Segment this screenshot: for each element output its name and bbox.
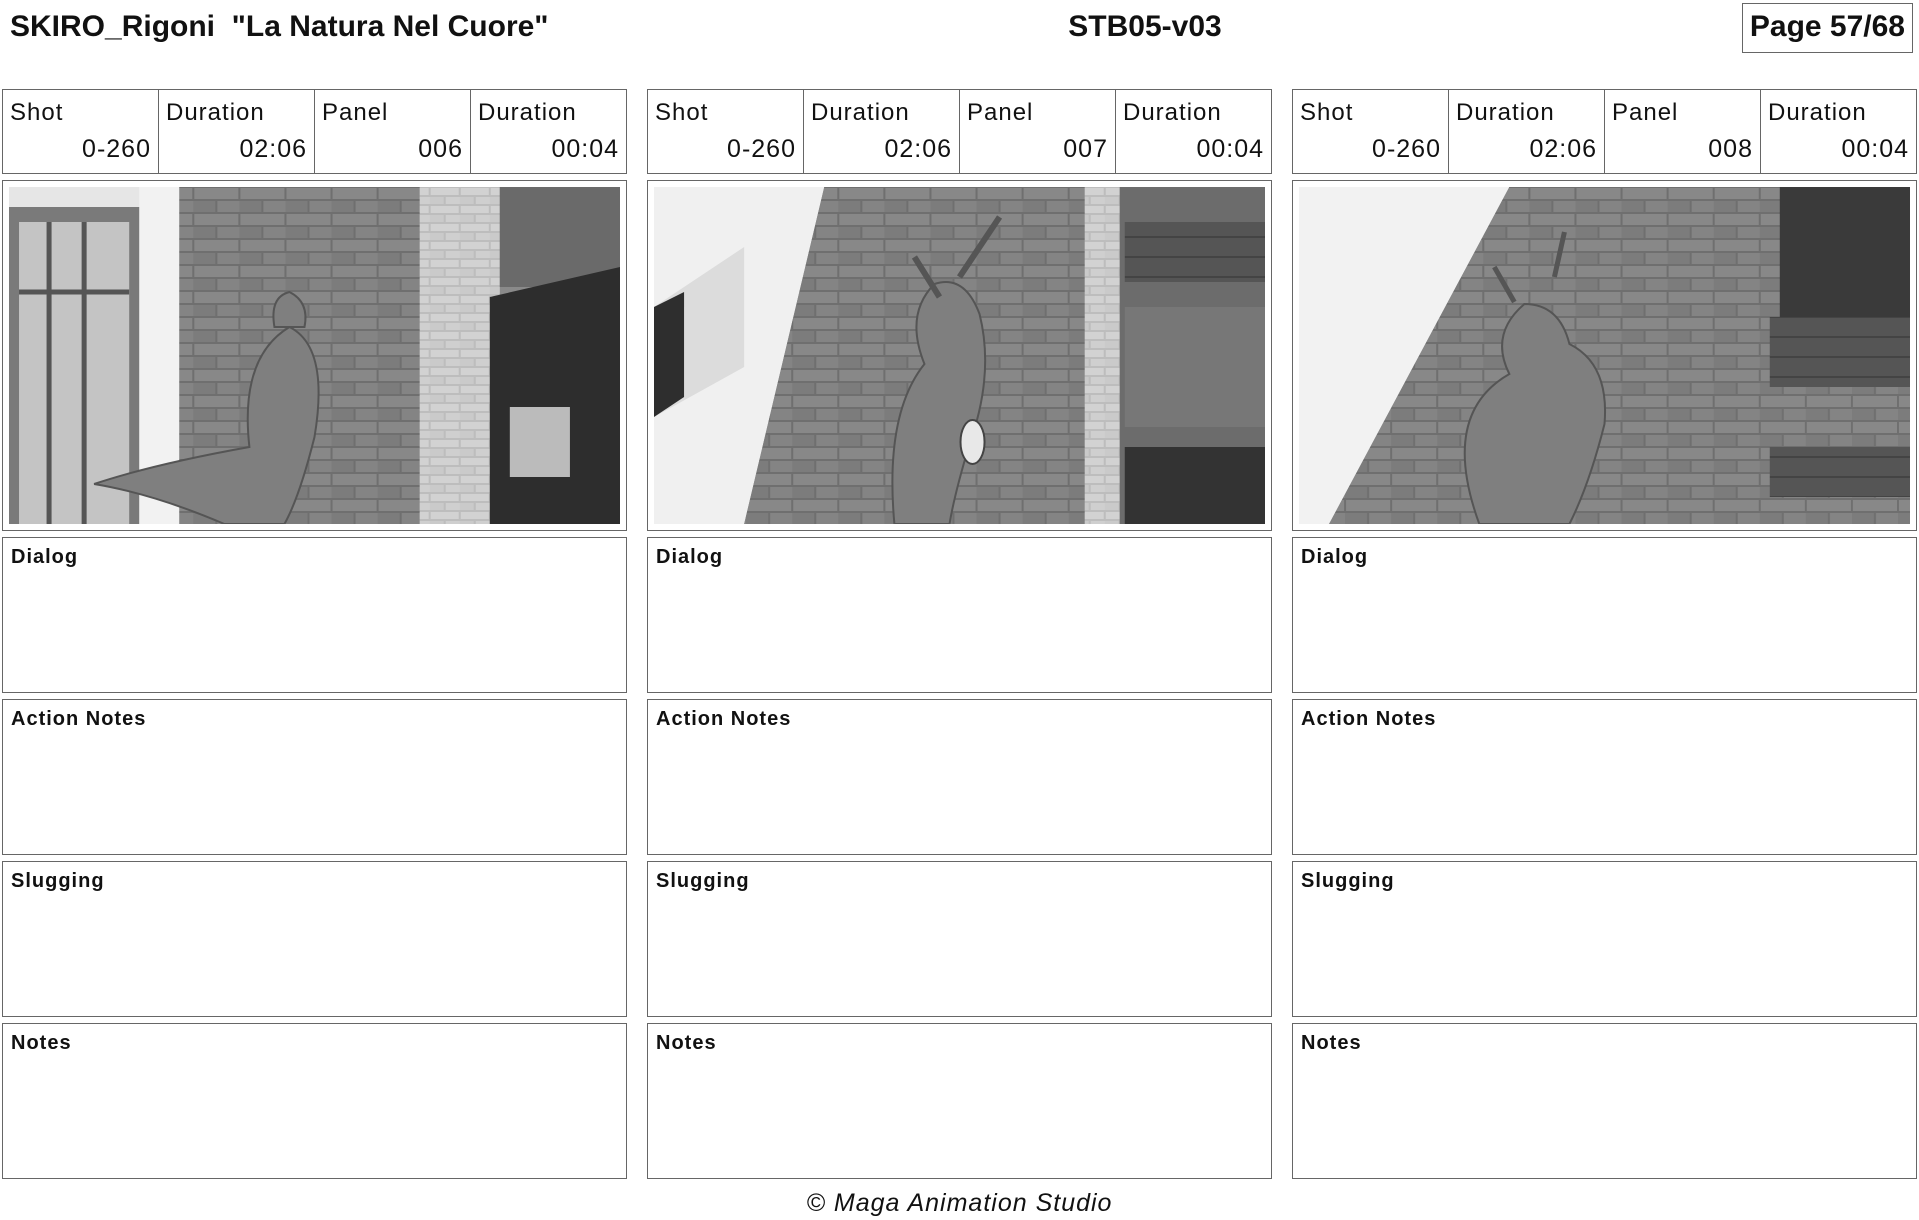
dialog-label: Dialog — [656, 546, 724, 568]
notes-box — [2, 1023, 627, 1179]
shot-cell — [1293, 90, 1448, 173]
storyboard-frame-image — [654, 187, 1265, 524]
panel-cell — [959, 90, 1115, 173]
notes-box — [1292, 1023, 1917, 1179]
notes-label: Notes — [11, 1032, 72, 1054]
panel-cell — [314, 90, 470, 173]
panel-label: Panel — [967, 99, 1034, 126]
dialog-label: Dialog — [11, 546, 79, 568]
notes-box — [647, 1023, 1272, 1179]
action-notes-label: Action Notes — [1301, 708, 1437, 730]
shot-duration-label: Duration — [1456, 99, 1555, 126]
slugging-box — [2, 861, 627, 1017]
action-notes-label: Action Notes — [11, 708, 147, 730]
panel-value: 006 — [418, 135, 463, 163]
shot-cell — [648, 90, 803, 173]
dialog-box — [1292, 537, 1917, 693]
panel-image-frame — [647, 180, 1272, 531]
slugging-label: Slugging — [11, 870, 105, 892]
shot-duration-value: 02:06 — [1529, 135, 1597, 163]
dialog-box — [2, 537, 627, 693]
page-header — [0, 0, 1919, 60]
panel-duration-label: Duration — [1123, 99, 1222, 126]
storyboard-panel-007 — [647, 89, 1272, 1179]
storyboard-panel-008 — [1292, 89, 1917, 1179]
panel-info-row — [1292, 89, 1917, 174]
panel-value: 008 — [1708, 135, 1753, 163]
storyboard-version: STB05-v03 — [1068, 10, 1222, 43]
panel-duration-value: 00:04 — [1196, 135, 1264, 163]
shot-duration-value: 02:06 — [884, 135, 952, 163]
shot-value: 0-260 — [82, 135, 151, 163]
panel-label: Panel — [1612, 99, 1679, 126]
action-notes-box — [1292, 699, 1917, 855]
panel-label: Panel — [322, 99, 389, 126]
panel-duration-cell — [1760, 90, 1916, 173]
shot-value: 0-260 — [1372, 135, 1441, 163]
action-notes-box — [647, 699, 1272, 855]
shot-label: Shot — [1300, 99, 1354, 126]
shot-duration-label: Duration — [811, 99, 910, 126]
document-title: SKIRO_Rigoni "La Natura Nel Cuore" — [10, 10, 549, 43]
slugging-box — [1292, 861, 1917, 1017]
storyboard-frame-image — [9, 187, 620, 524]
shot-cell — [3, 90, 158, 173]
panel-duration-cell — [1115, 90, 1271, 173]
dialog-label: Dialog — [1301, 546, 1369, 568]
storyboard-frame-image — [1299, 187, 1910, 524]
panel-value: 007 — [1063, 135, 1108, 163]
panel-duration-value: 00:04 — [1841, 135, 1909, 163]
shot-duration-value: 02:06 — [239, 135, 307, 163]
panel-image-frame — [1292, 180, 1917, 531]
notes-label: Notes — [656, 1032, 717, 1054]
panel-duration-value: 00:04 — [551, 135, 619, 163]
shot-duration-cell — [1448, 90, 1604, 173]
panel-info-row — [647, 89, 1272, 174]
page-number: Page 57/68 — [1742, 3, 1913, 53]
shot-value: 0-260 — [727, 135, 796, 163]
storyboard-panel-006 — [2, 89, 627, 1179]
copyright-footer: © Maga Animation Studio — [806, 1189, 1113, 1217]
dialog-box — [647, 537, 1272, 693]
notes-label: Notes — [1301, 1032, 1362, 1054]
panel-duration-cell — [470, 90, 626, 173]
slugging-label: Slugging — [1301, 870, 1395, 892]
slugging-label: Slugging — [656, 870, 750, 892]
shot-duration-label: Duration — [166, 99, 265, 126]
panel-duration-label: Duration — [478, 99, 577, 126]
shot-label: Shot — [10, 99, 64, 126]
shot-duration-cell — [803, 90, 959, 173]
panel-cell — [1604, 90, 1760, 173]
panel-duration-label: Duration — [1768, 99, 1867, 126]
shot-label: Shot — [655, 99, 709, 126]
slugging-box — [647, 861, 1272, 1017]
shot-duration-cell — [158, 90, 314, 173]
panel-image-frame — [2, 180, 627, 531]
action-notes-box — [2, 699, 627, 855]
action-notes-label: Action Notes — [656, 708, 792, 730]
panel-info-row — [2, 89, 627, 174]
